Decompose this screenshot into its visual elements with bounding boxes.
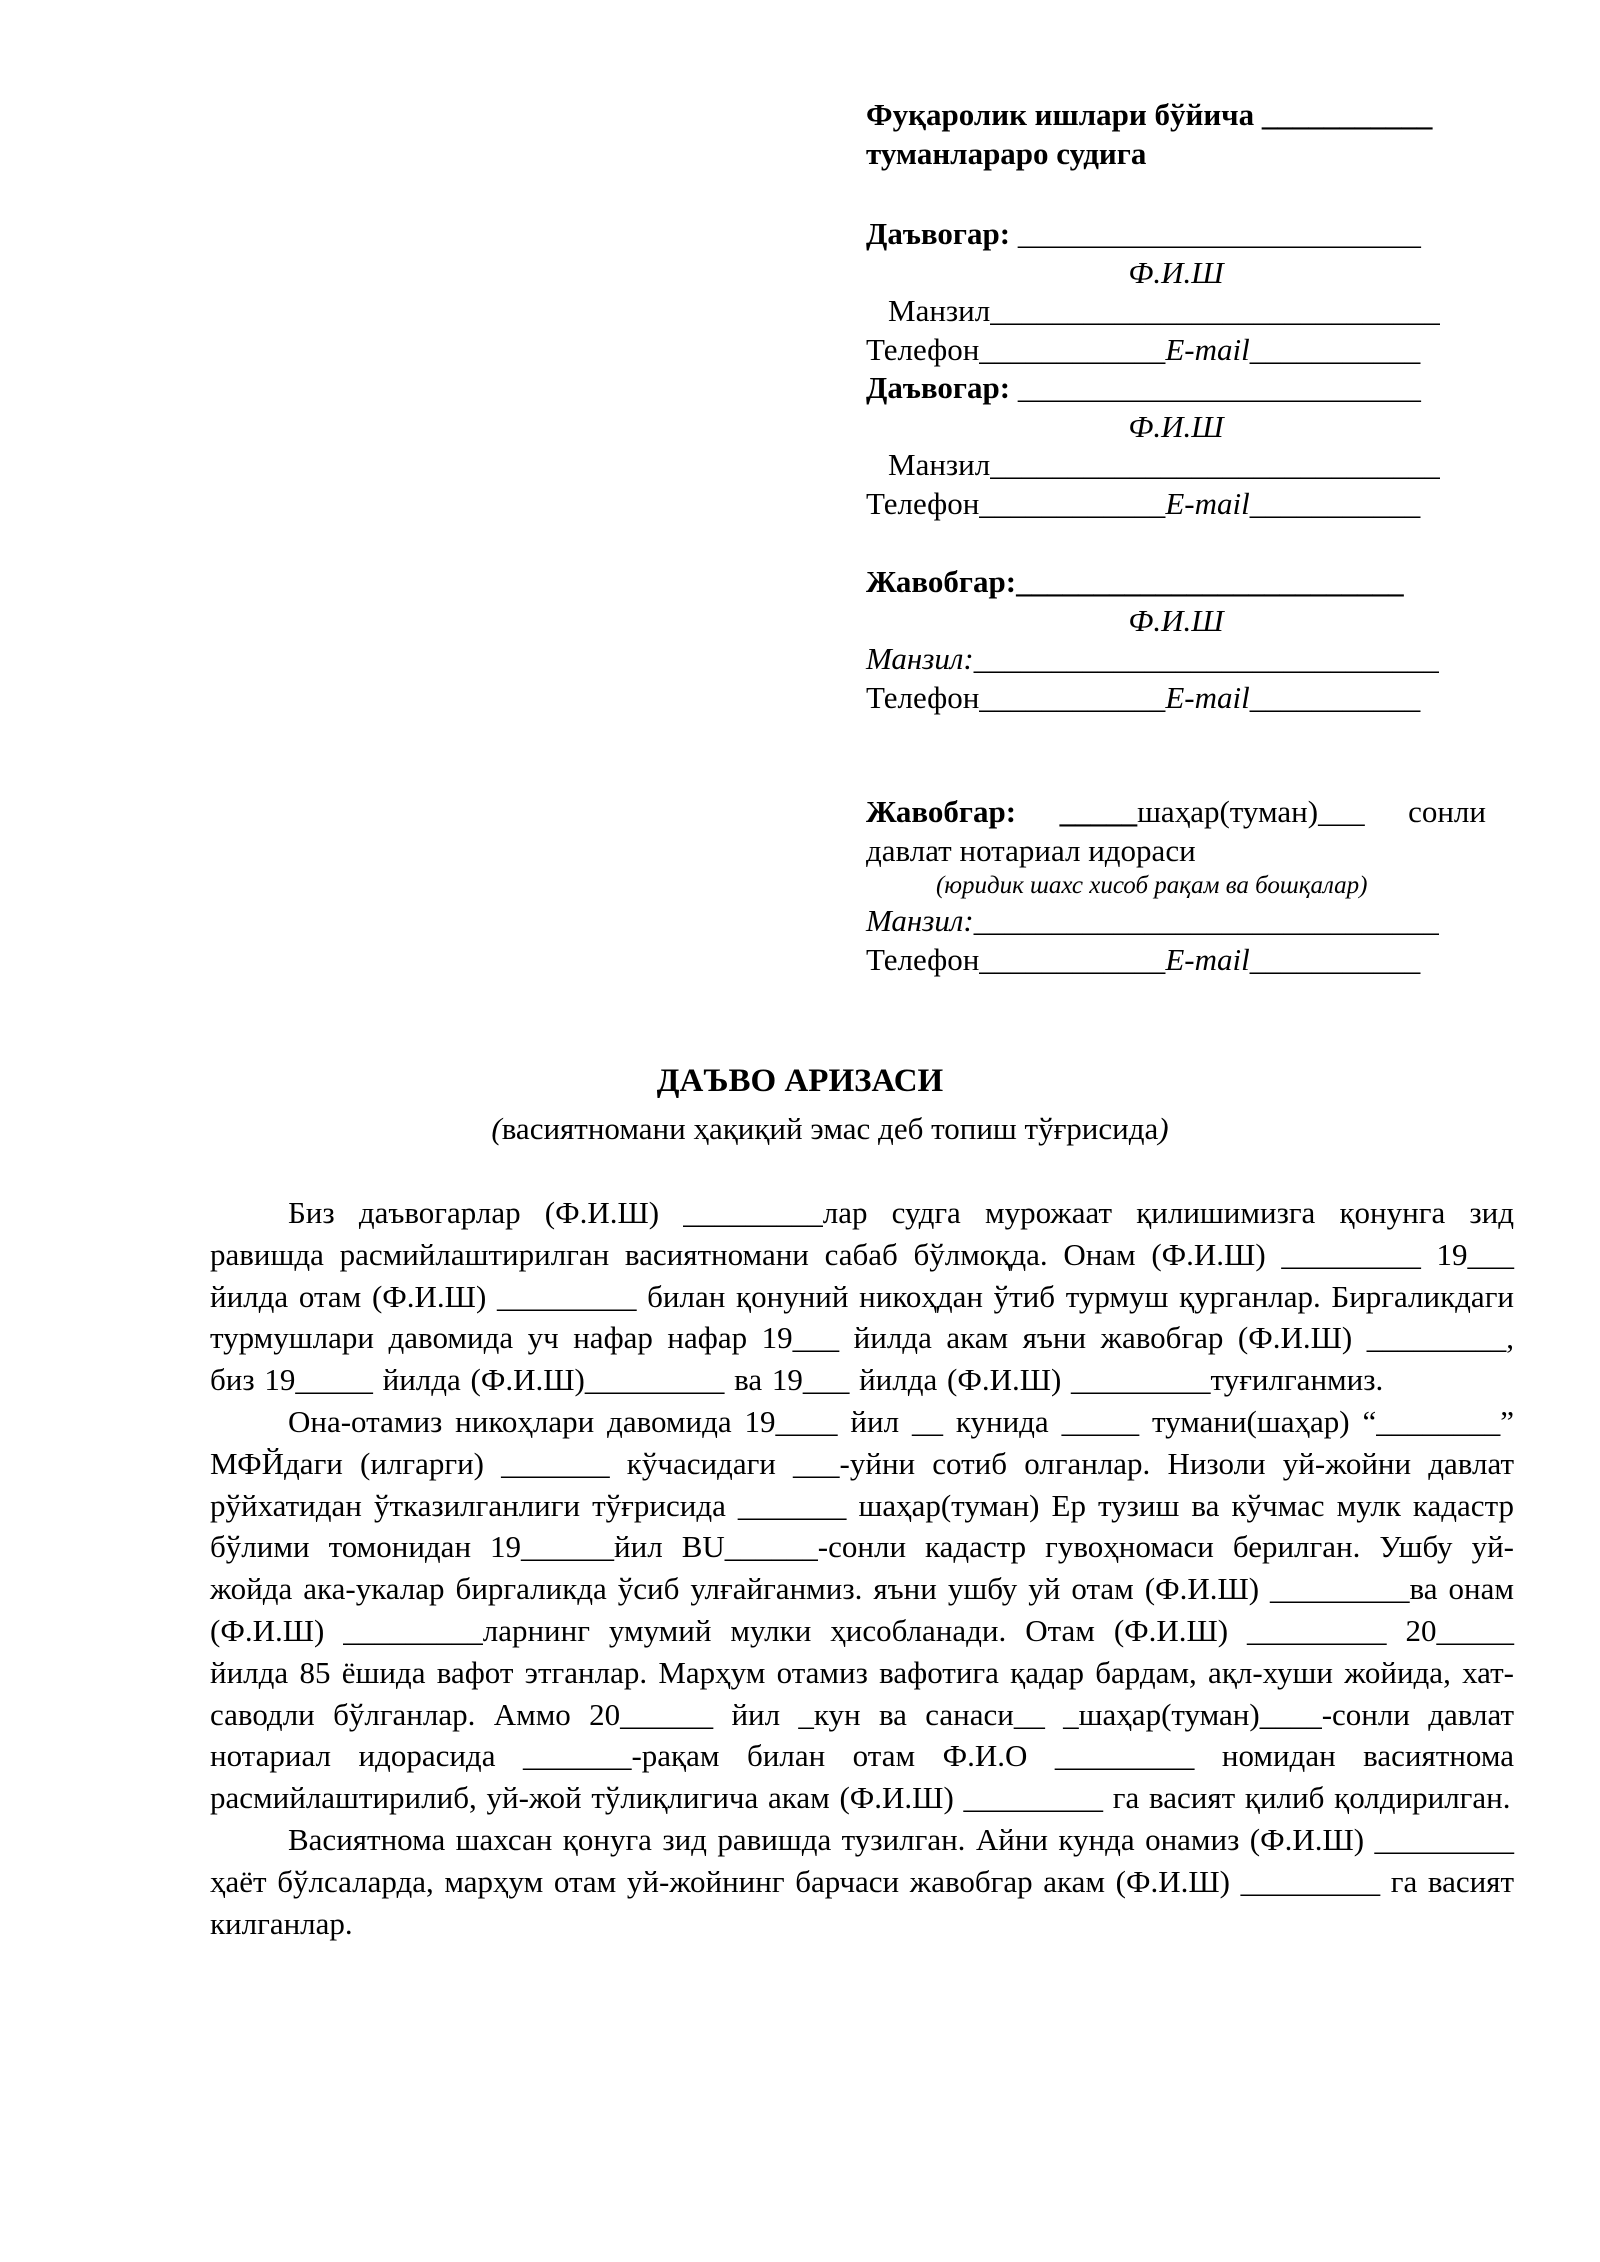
subtitle-text: васиятномани ҳақиқий эмас деб топиш тўғрисида <box>501 1111 1159 1146</box>
defendant-2-label: Жавобгар: <box>866 794 1017 829</box>
defendant-1-line <box>866 563 1486 602</box>
defendant-2-address <box>866 902 1486 941</box>
document-title: ДАЪВО АРИЗАСИ <box>656 1063 944 1099</box>
defendant-1-fio: Ф.И.Ш <box>1128 602 1224 638</box>
court-line-1: Фуқаролик ишлари бўйича ___________ <box>866 97 1433 132</box>
plaintiff-1-contacts <box>866 331 1486 370</box>
defendant-1-email-blank: ___________ <box>1249 679 1421 715</box>
plaintiff-2-line <box>866 369 1486 408</box>
plaintiff-2-address: Манзил_____________________________ <box>888 447 1440 482</box>
plaintiff-2-fio: Ф.И.Ш <box>1128 408 1224 444</box>
defendant-2-note: (юридик шахс хисоб рақам ва бошқалар) <box>936 872 1368 899</box>
defendant-2-blank: _____ <box>1059 794 1138 829</box>
subtitle-close-paren: ) <box>1158 1111 1169 1146</box>
defendant-2-email-label: E-mail <box>1165 941 1250 977</box>
defendant-2-line-2: давлат нотариал идораси <box>866 832 1196 868</box>
body-paragraph-3: Васиятнома шахсан қонуга зид равишда тузилган. Айни кунда онамиз (Ф.И.Ш) _________ ҳаёт бўлсаларда, марҳум отам уй-жойнинг барчаси жавобгар акам (Ф.И.Ш) _________ га васият килганлар. <box>210 1821 1514 1941</box>
defendant-1-label: Жавобгар: <box>866 564 1017 599</box>
plaintiff-1-blank: __________________________ <box>1010 216 1421 251</box>
defendant-1-blank: _________________________ <box>1016 564 1404 599</box>
plaintiff-2-phone: Телефон____________ <box>866 485 1166 521</box>
defendant-2-address-label: Манзил: <box>866 903 974 938</box>
body-paragraph-2: Она-отамиз никоҳлари давомида 19____ йил __ кунида _____ тумани(шаҳар) “________” МФЙдаги (илгарги) _______ кўчасидаги ___-уйни сотиб олганлар. Низоли уй-жойни давлат рўйхатидан ўтказилганлиги тўғрисида _______ шаҳар(туман) Ер тузиш ва кўчмас мулк кадастр бўлими томонидан 19______йил BU______-сонли кадастр гувоҳномаси берилган. Ушбу уй-жойда ака-укалар биргаликда ўсиб улғайганмиз. яъни ушбу уй отам (Ф.И.Ш) _________ва онам (Ф.И.Ш) _________ларнинг умумий мулки ҳисобланади. Отам (Ф.И.Ш) _________ 20_____ йилда 85 ёшида вафот этганлар. Марҳум отамиз вафотига қадар бардам, ақл-хуши жойида, хат-саводли бўлганлар. Аммо 20______ йил _кун ва санаси__ _шаҳар(туман)____-сонли давлат нотариал идорасида _______-рақам билан отам Ф.И.О _________ номидан васиятнома расмийлаштирилиб, уй-жой тўлиқлигича акам (Ф.И.Ш) _________ га васият қилиб қолдирилган. <box>210 1403 1514 1816</box>
plaintiff-1-address: Манзил_____________________________ <box>888 293 1440 328</box>
plaintiff-2-email-blank: ___________ <box>1249 485 1421 521</box>
defendant-2-address-blank: ______________________________ <box>973 903 1439 938</box>
defendant-1-contacts <box>866 679 1486 718</box>
defendant-1-address-blank: ______________________________ <box>973 641 1439 676</box>
addressee-block <box>866 96 1486 979</box>
defendant-2-email-blank: ___________ <box>1249 941 1421 977</box>
plaintiff-2-contacts <box>866 485 1486 524</box>
defendant-2-contacts <box>866 941 1486 980</box>
defendant-2-line <box>866 793 1486 832</box>
defendant-1-phone: Телефон____________ <box>866 679 1166 715</box>
subtitle-open-paren: ( <box>491 1111 502 1146</box>
plaintiff-1-line <box>866 215 1486 254</box>
plaintiff-2-label: Даъвогар: <box>866 370 1011 405</box>
court-line-2: туманлараро судига <box>866 135 1147 171</box>
plaintiff-1-phone: Телефон____________ <box>866 331 1166 367</box>
defendant-2-text: шаҳар(туман)___ сонли <box>1137 794 1486 829</box>
claim-body <box>210 1192 1514 1944</box>
defendant-1-address-label: Манзил: <box>866 641 974 676</box>
plaintiff-2-blank: __________________________ <box>1010 370 1421 405</box>
plaintiff-1-email-label: E-mail <box>1165 331 1250 367</box>
plaintiff-1-email-blank: ___________ <box>1249 331 1421 367</box>
plaintiff-2-email-label: E-mail <box>1165 485 1250 521</box>
document-subtitle <box>0 1111 1600 1147</box>
plaintiff-1-label: Даъвогар: <box>866 216 1011 251</box>
plaintiff-1-fio: Ф.И.Ш <box>1128 254 1224 290</box>
body-paragraph-1: Биз даъвогарлар (Ф.И.Ш) _________лар судга мурожаат қилишимизга қонунга зид равишда расмийлаштирилган васиятномани сабаб бўлмоқда. Онам (Ф.И.Ш) _________ 19___ йилда отам (Ф.И.Ш) _________ билан қонуний никоҳдан ўтиб турмуш қурганлар. Биргаликдаги турмушлари давомида уч нафар нафар 19___ йилда акам яъни жавобгар (Ф.И.Ш) _________, биз 19_____ йилда (Ф.И.Ш)_________ ва 19___ йилда (Ф.И.Ш) _________туғилганмиз. <box>210 1195 1514 1398</box>
defendant-1-email-label: E-mail <box>1165 679 1250 715</box>
defendant-1-address <box>866 640 1486 679</box>
defendant-2-phone: Телефон____________ <box>866 941 1166 977</box>
